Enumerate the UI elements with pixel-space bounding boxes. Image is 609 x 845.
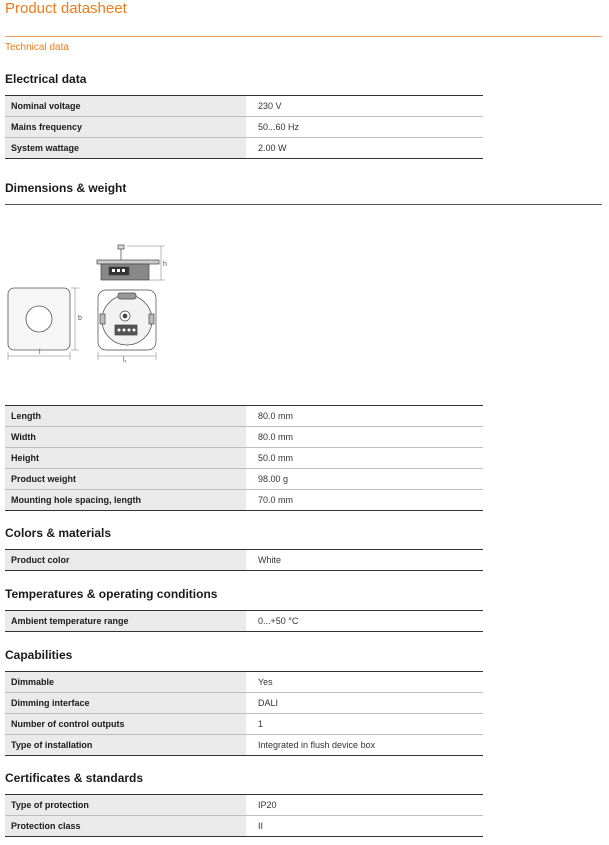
spec-row — [5, 406, 483, 427]
capabilities-table — [5, 671, 483, 756]
spec-value: 98.00 g — [252, 469, 483, 490]
spec-row — [5, 672, 483, 693]
spec-label: Mains frequency — [5, 117, 246, 138]
spec-value: DALI — [252, 693, 483, 714]
spec-row — [5, 693, 483, 714]
section-heading-colors: Colors & materials — [5, 526, 112, 540]
spec-label: System wattage — [5, 138, 246, 159]
back-view-module — [98, 290, 156, 350]
spec-row — [5, 138, 483, 159]
dimensions-table — [5, 405, 483, 511]
spec-label: Height — [5, 448, 246, 469]
spec-value: White — [252, 550, 483, 571]
spec-row — [5, 795, 483, 816]
spec-row — [5, 611, 483, 632]
front-view-plate — [8, 288, 70, 350]
dimension-drawing — [5, 240, 175, 365]
spec-row — [5, 816, 483, 837]
section-heading-dimensions: Dimensions & weight — [5, 181, 127, 195]
electrical-table — [5, 95, 483, 159]
spec-label: Width — [5, 427, 246, 448]
spec-value: Yes — [252, 672, 483, 693]
page-title: Product datasheet — [5, 0, 127, 17]
dimension-label-l1: l₁ — [123, 357, 127, 364]
spec-label: Type of protection — [5, 795, 246, 816]
spec-label: Number of control outputs — [5, 714, 246, 735]
spec-value: 50.0 mm — [252, 448, 483, 469]
spec-value: 230 V — [252, 96, 483, 117]
spec-value: 80.0 mm — [252, 406, 483, 427]
spec-label: Dimmable — [5, 672, 246, 693]
back-view-dimension-lines — [98, 352, 156, 360]
spec-row — [5, 96, 483, 117]
spec-value: 2.00 W — [252, 138, 483, 159]
spec-row — [5, 735, 483, 756]
section-heading-capabilities: Capabilities — [5, 648, 73, 662]
temperatures-table — [5, 610, 483, 632]
spec-value: IP20 — [252, 795, 483, 816]
spec-row — [5, 117, 483, 138]
section-heading-electrical: Electrical data — [5, 72, 87, 86]
spec-label: Ambient temperature range — [5, 611, 246, 632]
spec-value: 70.0 mm — [252, 490, 483, 511]
section-divider — [5, 204, 602, 205]
spec-row — [5, 490, 483, 511]
spec-label: Product weight — [5, 469, 246, 490]
spec-value: II — [252, 816, 483, 837]
spec-row — [5, 714, 483, 735]
dimension-label-h: h — [163, 261, 167, 268]
spec-label: Mounting hole spacing, length — [5, 490, 246, 511]
spec-value: 0...+50 °C — [252, 611, 483, 632]
spec-label: Dimming interface — [5, 693, 246, 714]
page-subtitle: Technical data — [5, 42, 69, 53]
section-heading-certificates: Certificates & standards — [5, 771, 144, 785]
spec-label: Nominal voltage — [5, 96, 246, 117]
colors-table — [5, 549, 483, 571]
dimension-label-b: b — [78, 315, 82, 322]
spec-label: Length — [5, 406, 246, 427]
side-view-module — [97, 245, 159, 280]
spec-value: 50...60 Hz — [252, 117, 483, 138]
spec-row — [5, 469, 483, 490]
dimension-label-l: l — [39, 349, 41, 356]
spec-value: 80.0 mm — [252, 427, 483, 448]
spec-value: Integrated in flush device box — [252, 735, 483, 756]
title-divider — [5, 36, 602, 37]
spec-row — [5, 448, 483, 469]
spec-label: Protection class — [5, 816, 246, 837]
spec-value: 1 — [252, 714, 483, 735]
certificates-table — [5, 794, 483, 837]
spec-row — [5, 550, 483, 571]
spec-label: Product color — [5, 550, 246, 571]
spec-row — [5, 427, 483, 448]
section-heading-temperatures: Temperatures & operating conditions — [5, 587, 218, 601]
spec-label: Type of installation — [5, 735, 246, 756]
